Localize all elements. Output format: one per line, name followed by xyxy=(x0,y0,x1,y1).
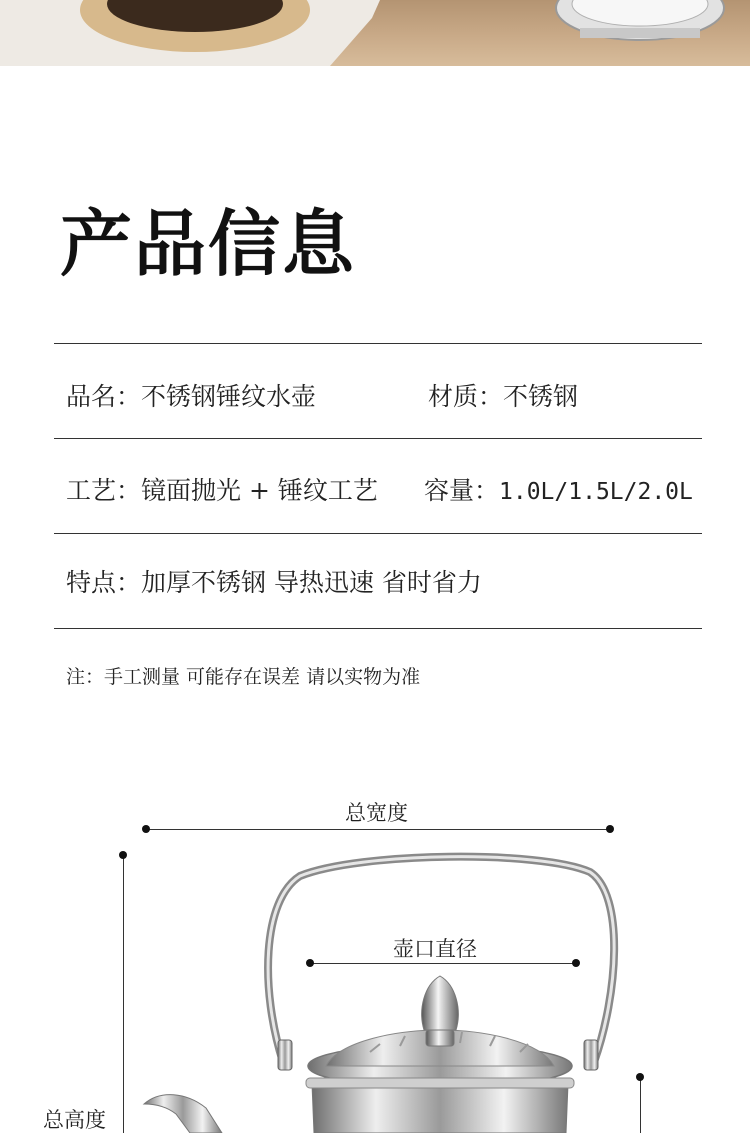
craft-label: 工艺： xyxy=(66,476,142,505)
capacity-label: 容量： xyxy=(424,476,500,505)
total-width-label: 总宽度 xyxy=(345,801,408,825)
capacity-value: 1.0L/1.5L/2.0L xyxy=(499,479,693,505)
feature-label: 特点： xyxy=(66,568,142,597)
name-label: 品名： xyxy=(66,382,142,411)
name-value: 不锈钢锤纹水壶 xyxy=(141,382,317,411)
feature-value: 加厚不锈钢 导热迅速 省时省力 xyxy=(141,568,482,597)
craft-value: 镜面抛光 + 锤纹工艺 xyxy=(141,476,378,505)
total-height-label: 总高度 xyxy=(43,1108,106,1132)
material-value: 不锈钢 xyxy=(503,382,579,411)
mouth-diameter-label: 壶口直径 xyxy=(393,937,477,961)
material-label: 材质： xyxy=(428,382,504,411)
measurement-note: 注：手工测量 可能存在误差 请以实物为准 xyxy=(66,666,421,688)
page-title: 产品信息 xyxy=(60,201,357,286)
